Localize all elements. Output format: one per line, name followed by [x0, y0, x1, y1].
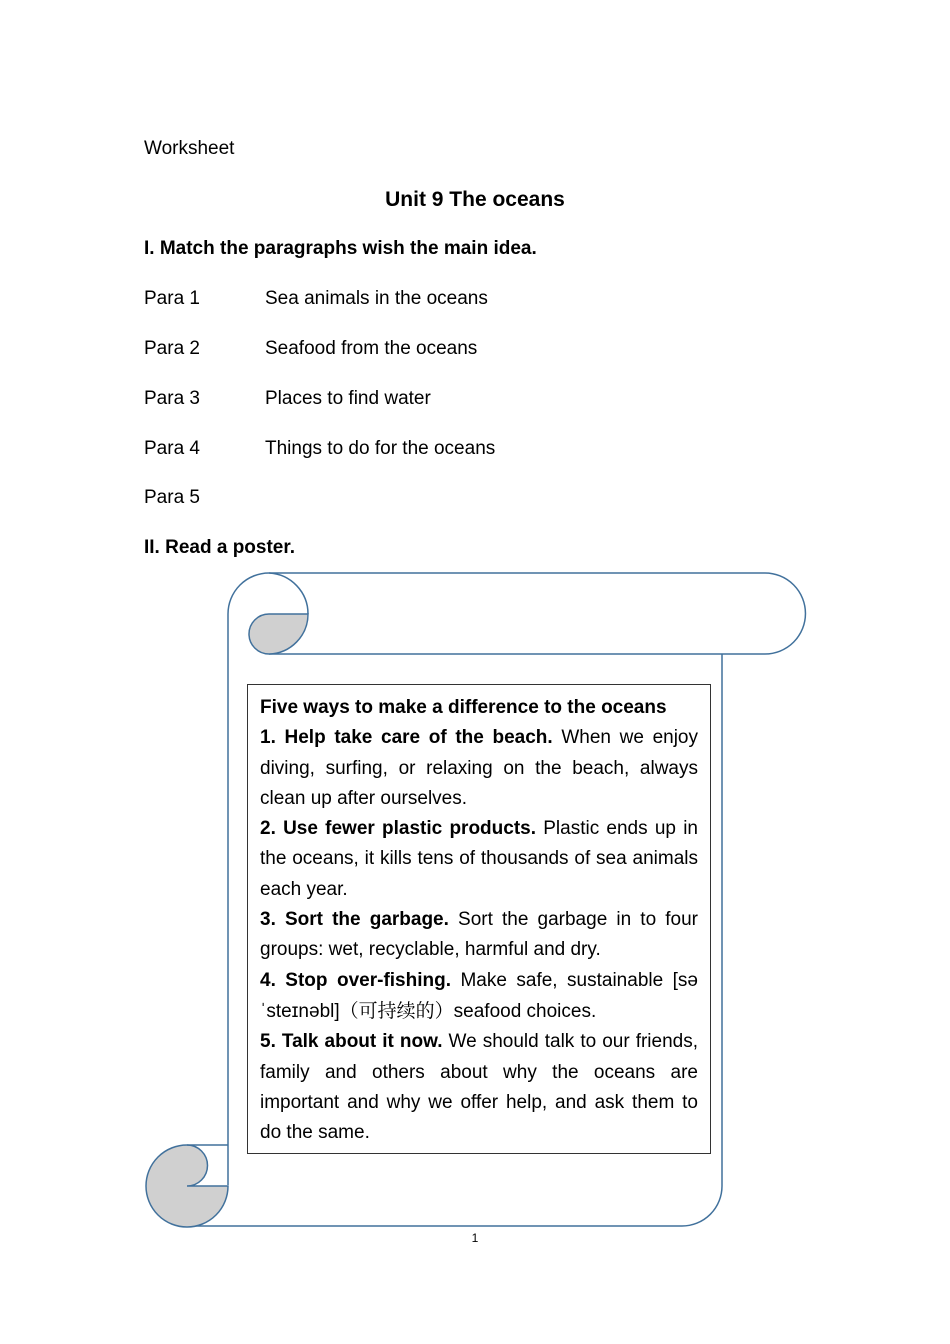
para-label: Para 2	[144, 338, 200, 359]
para-label: Para 4	[144, 438, 200, 459]
poster-item	[260, 905, 698, 966]
poster-item-text: We should talk to our friends, family and others about why the oceans are important and why we offer help, and ask them to do the same.	[260, 1031, 699, 1144]
poster-title: Five ways to make a difference to the oceans	[260, 697, 667, 718]
para-label: Para 1	[144, 288, 200, 309]
poster-item-text: Make safe, sustainable [səˈsteɪnəbl]	[260, 969, 698, 1022]
scroll-bottom-curl	[146, 1145, 228, 1227]
main-idea: Seafood from the oceans	[265, 338, 478, 359]
poster-item-lead: 3. Sort the garbage.	[260, 909, 449, 931]
poster-item-lead: 4. Stop over-fishing.	[260, 969, 451, 991]
poster-item-text: Plastic ends up in the oceans, it kills tens of thousands of sea animals each year.	[260, 818, 698, 900]
main-idea: Things to do for the oceans	[265, 438, 496, 459]
poster-item-text: Sort the garbage in to four groups: wet, recyclable, harmful and dry.	[260, 909, 698, 961]
poster-box	[247, 684, 711, 1154]
para-label: Para 3	[144, 388, 200, 409]
section1-heading: I. Match the paragraphs wish the main idea.	[144, 238, 537, 259]
poster-item-text: When we enjoy diving, surfing, or relaxing on the beach, always clean up after ourselves.	[260, 727, 698, 809]
page-title: Unit 9 The oceans	[385, 188, 565, 211]
poster-item	[260, 814, 698, 905]
poster-item-lead: 5. Talk about it now.	[260, 1031, 443, 1053]
para-label: Para 5	[144, 487, 200, 508]
poster-item	[260, 966, 698, 1028]
poster-item-gloss: （可持续的）	[339, 999, 454, 1022]
poster-item-lead: 2. Use fewer plastic products.	[260, 818, 536, 840]
scroll-top-curl	[249, 614, 308, 654]
section2-heading: II. Read a poster.	[144, 537, 295, 558]
poster-item-lead: 1. Help take care of the beach.	[260, 727, 553, 749]
main-idea: Places to find water	[265, 388, 431, 409]
page-number: 1	[471, 1231, 479, 1245]
poster-item	[260, 1027, 698, 1148]
main-idea: Sea animals in the oceans	[265, 288, 488, 309]
poster-item-text-after: seafood choices.	[453, 1000, 597, 1022]
worksheet-label: Worksheet	[144, 138, 235, 159]
scroll-top-band	[269, 573, 805, 654]
poster-item	[260, 723, 698, 814]
